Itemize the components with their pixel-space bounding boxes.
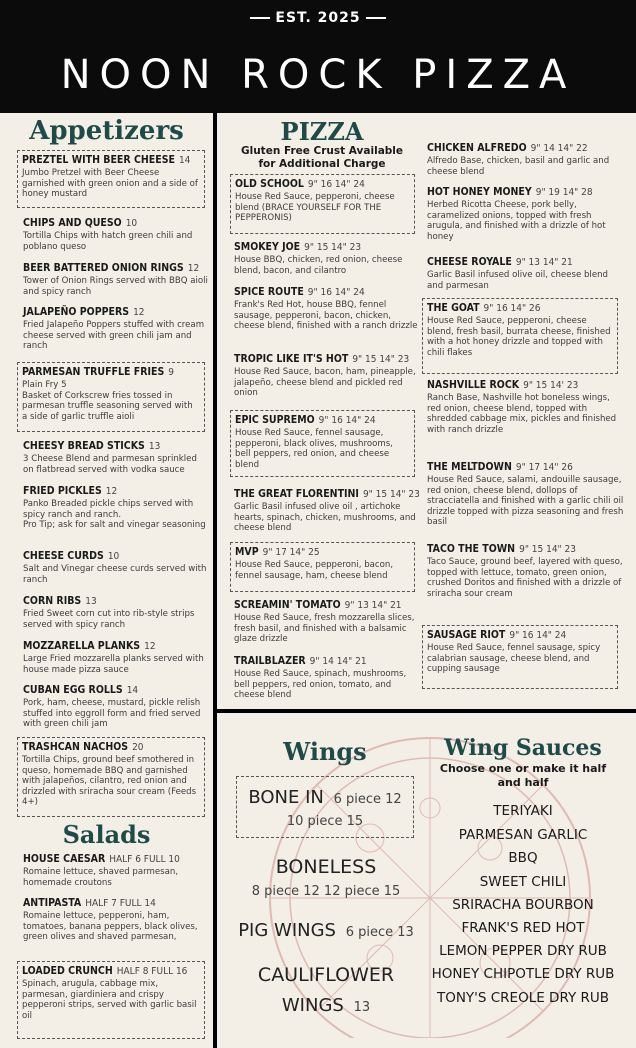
- item-desc: Jumbo Pretzel with Beer Cheese garnished with green onion and a side of honey mustard: [22, 168, 198, 200]
- appetizer-item: [17, 362, 205, 432]
- item-name: CHEESY BREAD STICKS: [23, 440, 145, 452]
- cauliflower-line-2: [228, 995, 424, 1016]
- appetizer-item: [17, 737, 205, 817]
- item-desc: Frank's Red Hot, house BBQ, fennel sausage, pepperoni, bacon, chicken, cheese blend, finished with a ranch drizzle: [234, 300, 418, 332]
- item-name: PARMESAN TRUFFLE FRIES: [22, 366, 165, 378]
- pizza-item: [234, 488, 420, 534]
- pig-wings-line: [228, 920, 424, 941]
- item-desc: Basket of Corkscrew fries tossed in parmesan truffle seasoning served with a side of garlic truffle aioli: [22, 390, 193, 422]
- cauliflower-price: 13: [353, 1000, 371, 1015]
- pig-wings-price: 6 piece 13: [345, 925, 414, 940]
- pizza-item: [422, 298, 618, 374]
- item-desc: Tower of Onion Rings served with BBQ aioli and spicy ranch: [23, 276, 208, 297]
- item-price: 9" 16 14" 24: [307, 179, 365, 190]
- item-name: OLD SCHOOL: [235, 178, 304, 190]
- item-desc: Fried Sweet corn cut into rib-style strips served with spicy ranch: [23, 609, 195, 630]
- cauliflower-label-2: WINGS: [281, 995, 344, 1016]
- item-name: CHEESE CURDS: [23, 550, 104, 562]
- pizza-item: [427, 256, 625, 291]
- sauce-item: LEMON PEPPER DRY RUB: [439, 943, 607, 959]
- item-desc: House Red Sauce, pepperoni, cheese blend (BRACE YOURSELF FOR THE PEPPERONIS): [235, 192, 395, 224]
- item-price: 9" 15 14" 23: [304, 242, 362, 253]
- bone-in-price-2: 10 piece 15: [286, 814, 364, 829]
- item-desc: Garlic Basil infused olive oil, cheese blend and parmesan: [427, 270, 609, 291]
- item-name: JALAPEÑO POPPERS: [23, 306, 130, 318]
- pizza-subtitle: Gluten Free Crust Available for Additional Charge: [240, 145, 404, 170]
- appetizers-salads-panel: [0, 113, 213, 1048]
- item-price: 9: [168, 367, 175, 378]
- sauce-item: BBQ: [508, 850, 538, 866]
- item-price: 9" 16 14" 24: [307, 287, 365, 298]
- sauce-item: TERIYAKI: [493, 803, 553, 819]
- item-name: CORN RIBS: [23, 595, 82, 607]
- item-price: 12: [187, 263, 200, 274]
- item-price: 9" 15 14" 23: [352, 354, 410, 365]
- appetizer-item: [23, 217, 208, 252]
- appetizer-item: [17, 150, 205, 208]
- pizza-item: [234, 241, 420, 276]
- item-price: 9" 17 14" 25: [262, 547, 320, 558]
- appetizer-item: [23, 550, 208, 585]
- pizza-item: [230, 542, 415, 592]
- wings-title: Wings: [283, 737, 367, 766]
- item-name: PREZTEL WITH BEER CHEESE: [22, 154, 175, 166]
- pizza-panel: [217, 113, 636, 709]
- sauce-item: TONY'S CREOLE DRY RUB: [436, 990, 610, 1006]
- item-desc: Spinach, arugula, cabbage mix, parmesan, giardiniera and crispy pepperoni strips, served with garlic basil oil: [22, 979, 197, 1021]
- sauces-title: Wing Sauces: [444, 735, 602, 761]
- pizza-item: [422, 625, 618, 689]
- appetizer-item: [23, 684, 208, 730]
- item-price: 9" 13 14" 21: [515, 257, 573, 268]
- cauliflower-label: CAULIFLOWER: [257, 964, 395, 986]
- pizza-item: [427, 461, 625, 528]
- item-name: MOZZARELLA PLANKS: [23, 640, 141, 652]
- item-name: THE GREAT FLORENTINI: [234, 488, 359, 500]
- sauces-subtitle: Choose one or make it half and half: [439, 762, 607, 789]
- item-price: 14: [178, 155, 191, 166]
- item-desc: Romaine lettuce, pepperoni, ham, tomatoes, banana peppers, black olives, green olives and shaved parmesan,: [23, 911, 198, 943]
- item-desc: 3 Cheese Blend and parmesan sprinkled on flatbread served with vodka sauce: [23, 454, 197, 475]
- item-price: 9" 14 14" 22: [530, 143, 588, 154]
- item-price: 9" 15 14' 23: [523, 380, 579, 391]
- item-desc: Tortilla Chips, ground beef smothered in queso, homemade BBQ and garnished with jalapeños, cilantro, red onion and drizzled with sriracha sour cream (Feeds 4+): [22, 755, 197, 808]
- pizza-item: [234, 655, 420, 701]
- item-name: EPIC SUPREMO: [235, 414, 315, 426]
- item-desc: House Red Sauce, fresh mozzarella slices, fresh basil, and finished with a balsamic glaze drizzle: [234, 613, 415, 645]
- item-name: TRAILBLAZER: [234, 655, 306, 667]
- item-desc: Salt and Vinegar cheese curds served with ranch: [23, 564, 207, 585]
- item-name: LOADED CRUNCH: [22, 965, 113, 977]
- item-desc: Taco Sauce, ground beef, layered with queso, topped with lettuce, tomato, green onion, crushed Doritos and finished with a drizzle of sriracha sour cream: [427, 557, 623, 599]
- item-price: 9" 16 14" 24: [509, 630, 567, 641]
- restaurant-name: NOON ROCK PIZZA: [60, 52, 576, 98]
- item-name: CHIPS AND QUESO: [23, 217, 122, 229]
- item-desc: Tortilla Chips with hatch green chili and poblano queso: [23, 231, 193, 252]
- item-name: THE MELTDOWN: [427, 461, 512, 473]
- item-desc: House BBQ, chicken, red onion, cheese blend, bacon, and cilantro: [234, 255, 403, 276]
- sauce-item: SRIRACHA BOURBON: [452, 897, 594, 913]
- pizza-title: PIZZA: [280, 117, 364, 146]
- pizza-item: [427, 186, 625, 242]
- item-name: HOT HONEY MONEY: [427, 186, 532, 198]
- appetizer-item: [23, 595, 208, 630]
- bone-in-price: 6 piece 12: [333, 792, 402, 807]
- item-price: 9" 15 14" 23: [362, 489, 420, 500]
- item-price: 9" 15 14" 23: [519, 544, 576, 555]
- pizza-item: [234, 599, 420, 645]
- item-price: 12: [144, 641, 156, 652]
- item-desc: House Red Sauce, bacon, ham, pineapple, jalapeño, cheese blend and pickled red onion: [234, 367, 416, 399]
- item-desc: Panko Breaded pickle chips served with spicy ranch and ranch.: [23, 499, 194, 520]
- item-name: CHICKEN ALFREDO: [427, 142, 527, 154]
- item-price: HALF 8 FULL 16: [116, 966, 188, 977]
- item-name: SAUSAGE RIOT: [427, 629, 506, 641]
- item-desc: House Red Sauce, pepperoni, bacon, fennel sausage, ham, cheese blend: [235, 560, 394, 581]
- item-price: 10: [107, 551, 120, 562]
- item-name: SMOKEY JOE: [234, 241, 301, 253]
- item-desc: House Red Sauce, pepperoni, cheese blend, fresh basil, burrata cheese, finished with a hot honey drizzle and topped with chili flakes: [427, 316, 611, 358]
- divider: [250, 17, 270, 19]
- item-price: 20: [132, 742, 144, 753]
- item-name: ANTIPASTA: [23, 897, 82, 909]
- boneless-label: BONELESS: [275, 856, 377, 878]
- item-name: NASHVILLE ROCK: [427, 379, 520, 391]
- item-name: FRIED PICKLES: [23, 485, 102, 497]
- menu-header: [0, 0, 636, 113]
- pizza-item: [230, 410, 415, 477]
- appetizer-item: [23, 440, 208, 475]
- item-name: SPICE ROUTE: [234, 286, 304, 298]
- salad-item: [17, 961, 205, 1039]
- item-extra: Plain Fry 5: [22, 380, 67, 390]
- sauce-item: HONEY CHIPOTLE DRY RUB: [431, 966, 615, 982]
- pizza-item: [234, 286, 420, 332]
- item-name: BEER BATTERED ONION RINGS: [23, 262, 184, 274]
- item-price: 9" 16 14" 24: [318, 415, 376, 426]
- item-desc: Romaine lettuce, shaved parmesan, homemade croutons: [23, 867, 179, 888]
- salad-item: [23, 853, 208, 888]
- item-price: 12: [133, 307, 145, 318]
- sauce-item: PARMESAN GARLIC: [458, 827, 588, 843]
- item-price: 9" 13 14" 21: [344, 600, 402, 611]
- item-price: 9" 14 14" 21: [309, 656, 367, 667]
- item-name: SCREAMIN' TOMATO: [234, 599, 341, 611]
- appetizers-title: Appetizers: [29, 116, 184, 146]
- sauce-item: SWEET CHILI: [479, 874, 567, 890]
- item-price: 12: [105, 486, 118, 497]
- item-name: THE GOAT: [427, 302, 480, 314]
- divider: [366, 17, 386, 19]
- appetizer-item: [23, 485, 208, 531]
- pig-wings-label: PIG WINGS: [238, 920, 336, 941]
- item-price: HALF 6 FULL 10: [109, 854, 180, 865]
- item-tip: Pro Tip; ask for salt and vinegar seasoning: [23, 520, 206, 531]
- item-price: 13: [85, 596, 97, 607]
- salads-title: Salads: [62, 820, 151, 849]
- item-desc: House Red Sauce, fennel sausage, pepperoni, black olives, mushrooms, bell peppers, red onion, and cheese blend: [235, 428, 393, 470]
- item-name: HOUSE CAESAR: [23, 853, 106, 865]
- bone-in-line: [236, 787, 414, 808]
- item-desc: Ranch Base, Nashville hot boneless wings, red onion, cheese blend, topped with shredded cabbage mix, pickles and finished with ranch drizzle: [427, 393, 617, 435]
- pizza-item: [234, 353, 420, 399]
- item-desc: Large Fried mozzarella planks served with house made pizza sauce: [23, 654, 204, 675]
- item-desc: Herbed Ricotta Cheese, pork belly, caramelized onions, topped with fresh arugula, and finished with a drizzle of hot honey: [427, 200, 606, 242]
- item-name: MVP: [235, 546, 259, 558]
- item-name: CUBAN EGG ROLLS: [23, 684, 123, 696]
- sauce-item: FRANK'S RED HOT: [461, 920, 585, 936]
- item-price: 10: [125, 218, 138, 229]
- est-text: EST. 2025: [275, 10, 361, 26]
- appetizer-item: [23, 640, 208, 675]
- pizza-item: [230, 174, 415, 234]
- pizza-item: [427, 379, 625, 435]
- item-desc: House Red Sauce, salami, andouille sausage, red onion, cheese blend, dollops of stracciatella and finished with a garlic chili oil drizzle topped with pizza seasoning and fresh basil: [427, 475, 624, 528]
- item-name: CHEESE ROYALE: [427, 256, 512, 268]
- item-price: HALF 7 FULL 14: [85, 898, 156, 909]
- appetizer-item: [23, 306, 208, 352]
- item-price: 13: [148, 441, 161, 452]
- salad-item: [23, 897, 208, 943]
- item-price: 9" 16 14" 26: [483, 303, 541, 314]
- bone-in-label: BONE IN: [248, 787, 324, 808]
- item-desc: Pork, ham, cheese, mustard, pickle relish stuffed into eggroll form and fried served with green chili jam: [23, 698, 201, 730]
- item-price: 9" 17 14" 26: [515, 462, 573, 473]
- item-name: TROPIC LIKE IT'S HOT: [234, 353, 349, 365]
- item-desc: House Red Sauce, spinach, mushrooms, bell peppers, red onion, tomato, and cheese blend: [234, 669, 407, 701]
- item-desc: Fried Jalapeño Poppers stuffed with cream cheese served with green chili jam and ranch: [23, 320, 205, 352]
- pizza-item: [427, 142, 625, 177]
- item-name: TACO THE TOWN: [427, 543, 516, 555]
- item-desc: Alfredo Base, chicken, basil and garlic and cheese blend: [427, 156, 610, 177]
- pizza-item: [427, 543, 625, 599]
- boneless-price: 8 piece 12 12 piece 15: [251, 884, 401, 899]
- item-desc: Garlic Basil infused olive oil , artichoke hearts, spinach, chicken, mushrooms, and cheese blend: [234, 502, 416, 534]
- item-desc: House Red Sauce, fennel sausage, spicy calabrian sausage, cheese blend, and cupping sausage: [427, 643, 601, 675]
- item-price: 9" 19 14" 28: [535, 187, 593, 198]
- item-name: TRASHCAN NACHOS: [22, 741, 129, 753]
- appetizer-item: [23, 262, 208, 297]
- item-price: 14: [126, 685, 139, 696]
- established-line: [0, 10, 636, 26]
